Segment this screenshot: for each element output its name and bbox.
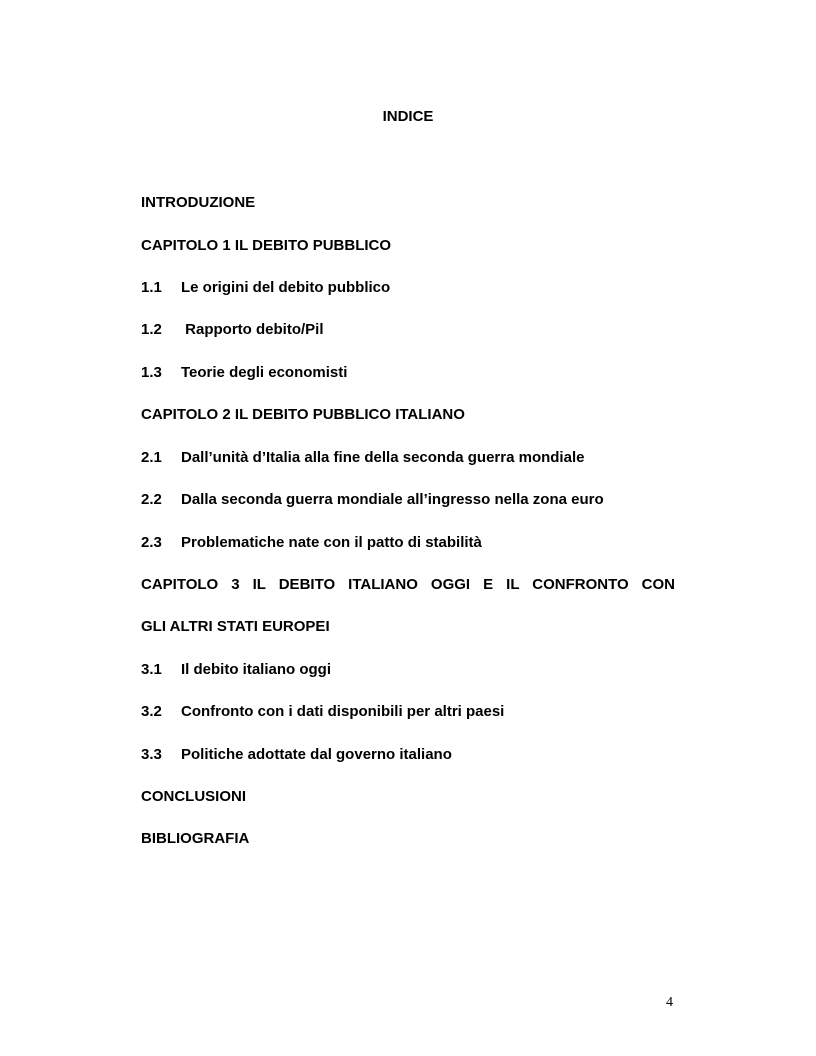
toc-entry-2-1 — [141, 449, 584, 467]
toc-entry-number: 1.2 — [141, 321, 162, 338]
toc-entry-text: Problematiche nate con il patto di stabilità — [181, 534, 482, 551]
toc-entry-text: Il debito italiano oggi — [181, 661, 331, 678]
toc-entry-capitolo-3 — [141, 576, 675, 594]
page-number: 4 — [666, 995, 673, 1010]
toc-entry-text: CONCLUSIONI — [141, 788, 246, 805]
toc-entry-introduzione — [141, 194, 255, 212]
toc-entry-number: 1.3 — [141, 364, 162, 381]
toc-entry-number: 3.3 — [141, 746, 162, 763]
toc-entry-text: Dall’unità d’Italia alla fine della seconda guerra mondiale — [181, 449, 585, 466]
toc-entry-number: 2.3 — [141, 534, 162, 551]
toc-entry-bibliografia — [141, 830, 249, 848]
toc-entry-2-2 — [141, 491, 604, 509]
toc-entry-text: CAPITOLO 3 IL DEBITO ITALIANO OGGI E IL CONFRONTO CON — [141, 576, 675, 593]
toc-entry-text: INTRODUZIONE — [141, 194, 256, 211]
toc-entry-text: Confronto con i dati disponibili per altri paesi — [181, 703, 505, 720]
toc-entry-3-3 — [141, 746, 452, 764]
toc-entry-2-3 — [141, 534, 482, 552]
toc-entry-text: Politiche adottate dal governo italiano — [181, 746, 452, 763]
toc-entry-text: Teorie degli economisti — [181, 364, 348, 381]
toc-entry-text: Dalla seconda guerra mondiale all’ingresso nella zona euro — [181, 491, 604, 508]
toc-entry-capitolo-2 — [141, 406, 465, 424]
toc-entry-capitolo-1 — [141, 237, 391, 255]
toc-entry-number: 3.2 — [141, 703, 162, 720]
toc-entry-number: 1.1 — [141, 279, 162, 296]
toc-entry-1-3 — [141, 364, 347, 382]
toc-entry-number: 2.2 — [141, 491, 162, 508]
toc-entry-number: 3.1 — [141, 661, 162, 678]
toc-entry-text: BIBLIOGRAFIA — [141, 830, 250, 847]
toc-entry-text: CAPITOLO 2 IL DEBITO PUBBLICO ITALIANO — [141, 406, 465, 423]
toc-entry-3-2 — [141, 703, 504, 721]
toc-entry-capitolo-3-continued — [141, 618, 330, 636]
toc-entry-text: CAPITOLO 1 IL DEBITO PUBBLICO — [141, 237, 392, 254]
page-title: INDICE — [382, 108, 434, 125]
toc-entry-text: GLI ALTRI STATI EUROPEI — [141, 618, 330, 635]
toc-entry-1-2 — [141, 321, 324, 339]
toc-entry-conclusioni — [141, 788, 246, 806]
toc-entry-number: 2.1 — [141, 449, 162, 466]
toc-entry-text: Rapporto debito/Pil — [181, 321, 324, 338]
toc-entry-1-1 — [141, 279, 390, 297]
toc-entry-text: Le origini del debito pubblico — [181, 279, 391, 296]
toc-entry-3-1 — [141, 661, 331, 679]
